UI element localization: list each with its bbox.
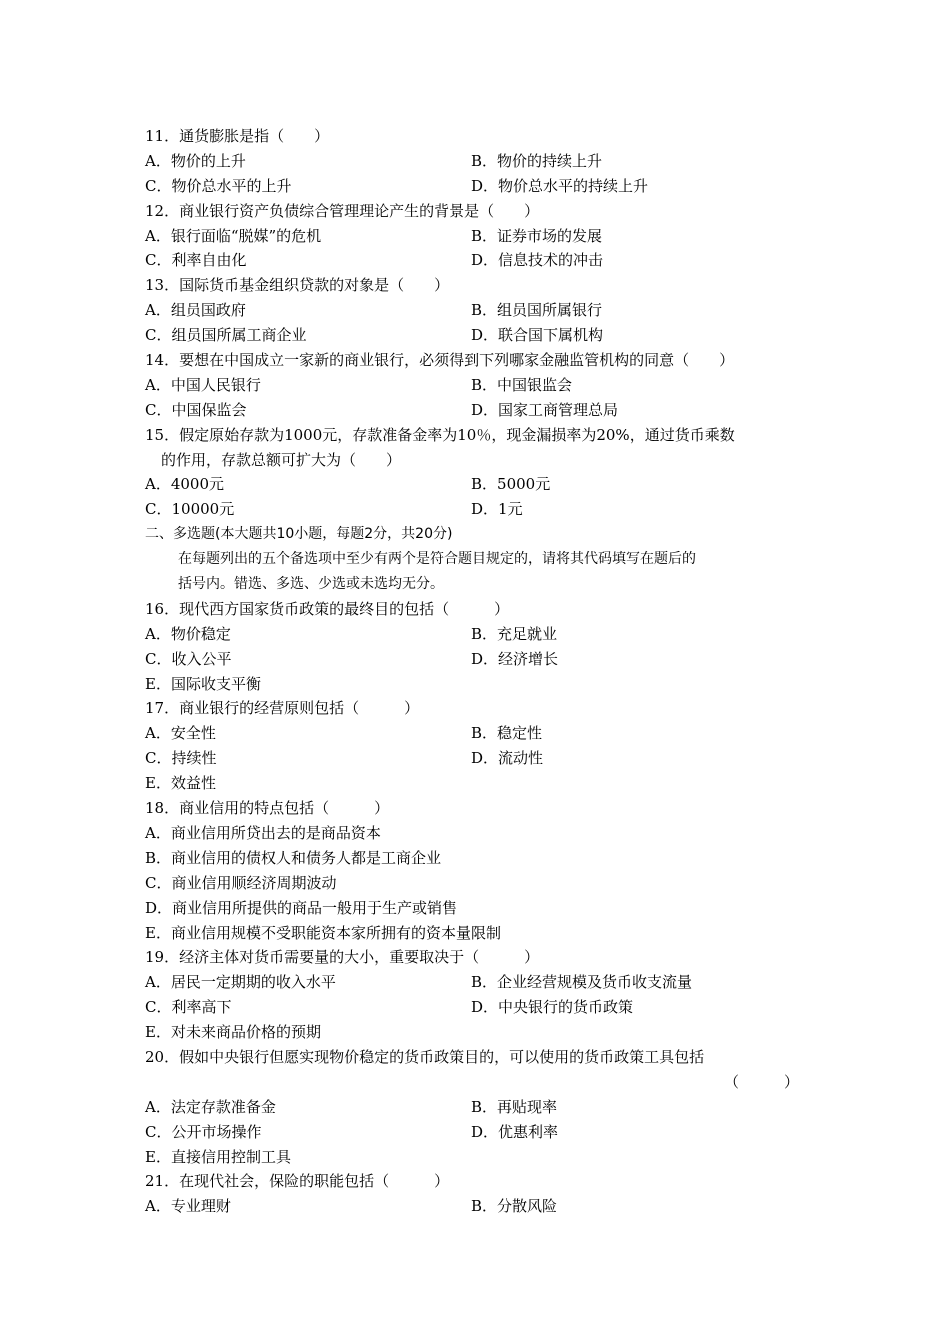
option-row <box>145 721 815 746</box>
option-b[interactable]: B．中国银监会 <box>471 375 573 394</box>
question-19 <box>145 945 815 1045</box>
option-d[interactable]: D．联合国下属机构 <box>471 326 604 345</box>
option-d[interactable]: D．物价总水平的持续上升 <box>471 176 649 195</box>
option-row <box>145 373 815 398</box>
option-d[interactable]: D．经济增长 <box>471 649 559 668</box>
option-a[interactable]: A．物价的上升 <box>145 151 246 170</box>
option-row <box>145 149 815 174</box>
option-b[interactable]: B．5000元 <box>471 475 551 494</box>
question-stem: 17．商业银行的经营原则包括（ ） <box>145 699 420 718</box>
option-a[interactable]: A．组员国政府 <box>145 301 246 320</box>
option-e[interactable]: E．效益性 <box>145 774 216 793</box>
option-a[interactable]: A．专业理财 <box>145 1197 231 1216</box>
option-a[interactable]: A．银行面临“脱媒”的危机 <box>145 226 322 245</box>
question-stem: 19．经济主体对货币需要量的大小，重要取决于（ ） <box>145 948 540 967</box>
question-stem: 15．假定原始存款为1000元，存款准备金率为10％，现金漏损率为20%，通过货币乘数 <box>145 425 735 444</box>
option-c[interactable]: C．持续性 <box>145 749 217 768</box>
option-c[interactable]: C．公开市场操作 <box>145 1122 262 1141</box>
option-row <box>145 970 815 995</box>
option-row <box>145 472 815 497</box>
option-a[interactable]: A．商业信用所贷出去的是商品资本 <box>145 823 381 842</box>
question-18 <box>145 796 815 945</box>
question-stem-continued: 的作用，存款总额可扩大为（ ） <box>161 450 402 469</box>
option-b[interactable]: B．商业信用的债权人和债务人都是工商企业 <box>145 848 442 867</box>
option-row <box>145 224 815 249</box>
question-stem: 20．假如中央银行但愿实现物价稳定的货币政策目的，可以使用的货币政策工具包括 <box>145 1047 705 1066</box>
option-row <box>145 298 815 323</box>
answer-bracket[interactable]: （ ） <box>723 1072 799 1091</box>
option-e[interactable]: E．商业信用规模不受职能资本家所拥有的资本量限制 <box>145 923 501 942</box>
question-stem: 12．商业银行资产负债综合管理理论产生的背景是（ ） <box>145 201 540 220</box>
option-a[interactable]: A．安全性 <box>145 724 216 743</box>
option-row <box>145 174 815 199</box>
section-title: 二、多选题(本大题共10小题，每题2分，共20分) <box>145 526 453 543</box>
option-b[interactable]: B．证券市场的发展 <box>471 226 603 245</box>
option-e[interactable]: E．国际收支平衡 <box>145 674 261 693</box>
option-d[interactable]: D．中央银行的货币政策 <box>471 998 634 1017</box>
question-stem: 21．在现代社会，保险的职能包括（ ） <box>145 1172 450 1191</box>
section-instruction: 括号内。错选、多选、少选或未选均无分。 <box>178 576 444 593</box>
question-stem: 13．国际货币基金组织贷款的对象是（ ） <box>145 276 450 295</box>
question-16 <box>145 597 815 697</box>
option-c[interactable]: C．10000元 <box>145 500 235 519</box>
option-b[interactable]: B．充足就业 <box>471 624 558 643</box>
option-row <box>145 647 815 672</box>
option-d[interactable]: D．信息技术的冲击 <box>471 251 604 270</box>
question-14 <box>145 348 815 423</box>
option-c[interactable]: C．收入公平 <box>145 649 232 668</box>
option-a[interactable]: A．居民一定期期的收入水平 <box>145 973 336 992</box>
option-b[interactable]: B．稳定性 <box>471 724 543 743</box>
option-row <box>145 1095 815 1120</box>
option-row <box>145 622 815 647</box>
option-row <box>145 323 815 348</box>
option-c[interactable]: C．组员国所属工商企业 <box>145 326 307 345</box>
question-17 <box>145 696 815 796</box>
option-c[interactable]: C．物价总水平的上升 <box>145 176 292 195</box>
question-15 <box>145 423 815 523</box>
question-stem: 18．商业信用的特点包括（ ） <box>145 799 390 818</box>
option-a[interactable]: A．法定存款准备金 <box>145 1097 276 1116</box>
question-stem: 16．现代西方国家货币政策的最终目的包括（ ） <box>145 599 510 618</box>
exam-page <box>145 124 815 1219</box>
question-13 <box>145 273 815 348</box>
option-b[interactable]: B．组员国所属银行 <box>471 301 603 320</box>
option-b[interactable]: B．企业经营规模及货币收支流量 <box>471 973 693 992</box>
option-row <box>145 746 815 771</box>
question-stem: 14．要想在中国成立一家新的商业银行，必须得到下列哪家金融监管机构的同意（ ） <box>145 351 735 370</box>
option-row <box>145 497 815 522</box>
question-stem: 11．通货膨胀是指（ ） <box>145 127 330 145</box>
option-c[interactable]: C．中国保监会 <box>145 400 247 419</box>
option-d[interactable]: D．1元 <box>471 500 523 519</box>
option-d[interactable]: D．优惠利率 <box>471 1122 559 1141</box>
option-b[interactable]: B．再贴现率 <box>471 1097 558 1116</box>
option-d[interactable]: D．流动性 <box>471 749 544 768</box>
question-12 <box>145 199 815 274</box>
question-21 <box>145 1169 815 1219</box>
option-row <box>145 995 815 1020</box>
option-a[interactable]: A．物价稳定 <box>145 624 231 643</box>
option-row <box>145 398 815 423</box>
option-c[interactable]: C．利率自由化 <box>145 251 247 270</box>
question-11 <box>145 124 815 199</box>
option-c[interactable]: C．利率高下 <box>145 998 232 1017</box>
option-a[interactable]: A．4000元 <box>145 475 225 494</box>
option-row <box>145 248 815 273</box>
question-20 <box>145 1045 815 1169</box>
option-c[interactable]: C．商业信用顺经济周期波动 <box>145 873 337 892</box>
option-d[interactable]: D．国家工商管理总局 <box>471 400 619 419</box>
option-d[interactable]: D．商业信用所提供的商品一般用于生产或销售 <box>145 898 458 917</box>
option-b[interactable]: B．分散风险 <box>471 1197 558 1216</box>
option-row <box>145 1120 815 1145</box>
option-e[interactable]: E．对未来商品价格的预期 <box>145 1023 321 1042</box>
section-instruction: 在每题列出的五个备选项中至少有两个是符合题目规定的，请将其代码填写在题后的 <box>178 551 696 568</box>
option-e[interactable]: E．直接信用控制工具 <box>145 1147 291 1166</box>
option-b[interactable]: B．物价的持续上升 <box>471 151 603 170</box>
option-a[interactable]: A．中国人民银行 <box>145 375 261 394</box>
option-row <box>145 1194 815 1219</box>
